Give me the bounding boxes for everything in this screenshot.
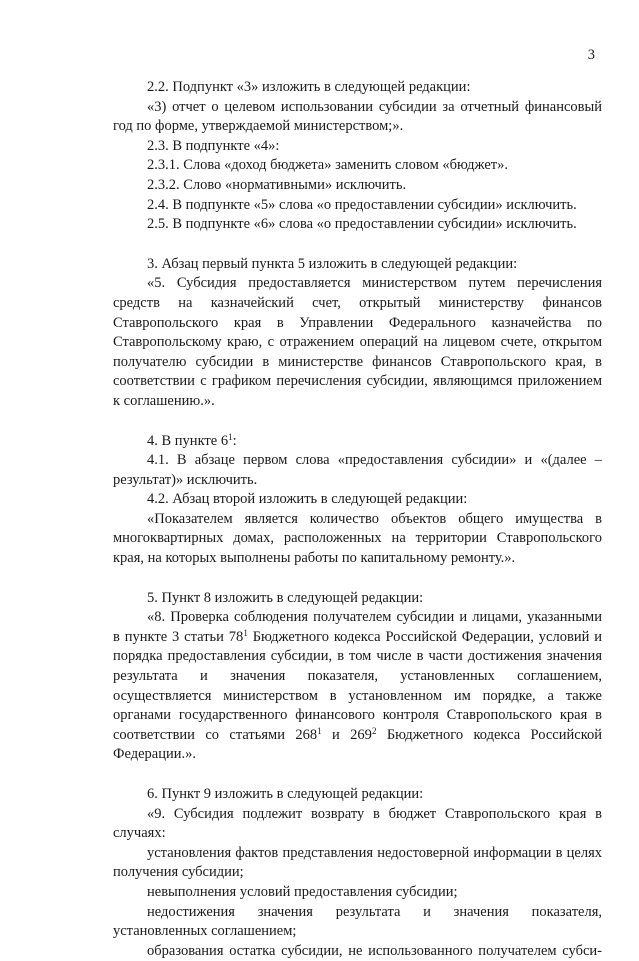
superscript: 1 [243, 627, 248, 638]
text-run: и 269 [321, 726, 372, 743]
paragraph: 3. Абзац первый пункта 5 изложить в следующей редакции: [147, 255, 518, 272]
paragraph-gap [113, 235, 602, 255]
page-number: 3 [587, 47, 595, 63]
paragraph-gap [113, 569, 602, 589]
superscript: 1 [317, 725, 322, 736]
paragraph: 6. Пункт 9 изложить в следующей редакции: [147, 786, 424, 802]
paragraph: 2.2. Подпункт «3» изложить в следующей редакции: [147, 79, 471, 95]
text-run: : [232, 432, 237, 449]
paragraph-gap [113, 412, 602, 432]
paragraph: 4.1. В абзаце первом слова «предоставления субсидии» и «(далее – результат)» исключить. [113, 452, 602, 488]
paragraph: 2.4. В подпункте «5» слова «о предоставлении субсидии» исключить. [147, 196, 577, 213]
paragraph-gap [113, 765, 602, 785]
paragraph: недостижения значения результата и значения показателя, установленных соглашением; [113, 903, 602, 940]
paragraph: «3) отчет о целевом использовании субсидии за отчетный финансовый год по форме, утверждаемой министерством;». [113, 98, 602, 135]
paragraph: 4.2. Абзац второй изложить в следующей редакции: [147, 491, 468, 508]
document-body [113, 78, 602, 961]
superscript: 1 [228, 431, 233, 442]
text-run: «8. Проверка соблюдения получателем субсидии и лицами, указанными в пункте 3 статьи 78 [113, 609, 602, 645]
paragraph: «Показателем является количество объектов общего имущества в многоквартирных домах, расположенных на территории Ставропольского края, на которых выполнены работы по капитальному ремонту.». [113, 510, 602, 567]
paragraph [113, 432, 602, 452]
paragraph: 2.3.2. Слово «нормативными» исключить. [147, 176, 407, 193]
text-run: Бюджетного кодекса Российской Федерации, условий и порядка предоставления субсидии, в том числе в части достижения значения результата и значения показателя, установленных соглашением, осуществляется министерством в установленном им порядке, а также органами государственного финансового контроля Ставропольского края в соответствии со статьями 268 [113, 628, 602, 743]
paragraph: 5. Пункт 8 изложить в следующей редакции: [147, 589, 424, 606]
text-run: Бюджетного кодекса Российской Федерации.». [113, 726, 603, 763]
paragraph: невыполнения условий предоставления субсидии; [147, 883, 458, 900]
paragraph: 2.3.1. Слова «доход бюджета» заменить словом «бюджет». [147, 157, 508, 174]
superscript: 2 [371, 725, 377, 736]
paragraph: «5. Субсидия предоставляется министерством путем перечисления средств на казначейский счет, открытый министерству финансов Ставропольского края в Управлении Федерального казначейства по Ставропольскому краю, с отражением операций на лицевом счете, открытом получателю субсидии в министерстве финансов Ставропольского края, в соответствии с графиком перечисления субсидии, являющимся приложением к соглашению.». [113, 275, 602, 409]
paragraph: 2.5. В подпункте «6» слова «о предоставлении субсидии» исключить. [147, 216, 577, 233]
paragraph: 2.3. В подпункте «4»: [147, 137, 280, 154]
paragraph: «9. Субсидия подлежит возврату в бюджет Ставропольского края в случаях: [113, 805, 602, 842]
paragraph: установления фактов представления недостоверной информации в целях получения субсидии; [113, 844, 602, 881]
text-run: 4. В пункте 6 [147, 432, 229, 449]
paragraph: образования остатка субсидии, не использованного получателем субси- [147, 942, 602, 959]
paragraph [113, 608, 602, 765]
